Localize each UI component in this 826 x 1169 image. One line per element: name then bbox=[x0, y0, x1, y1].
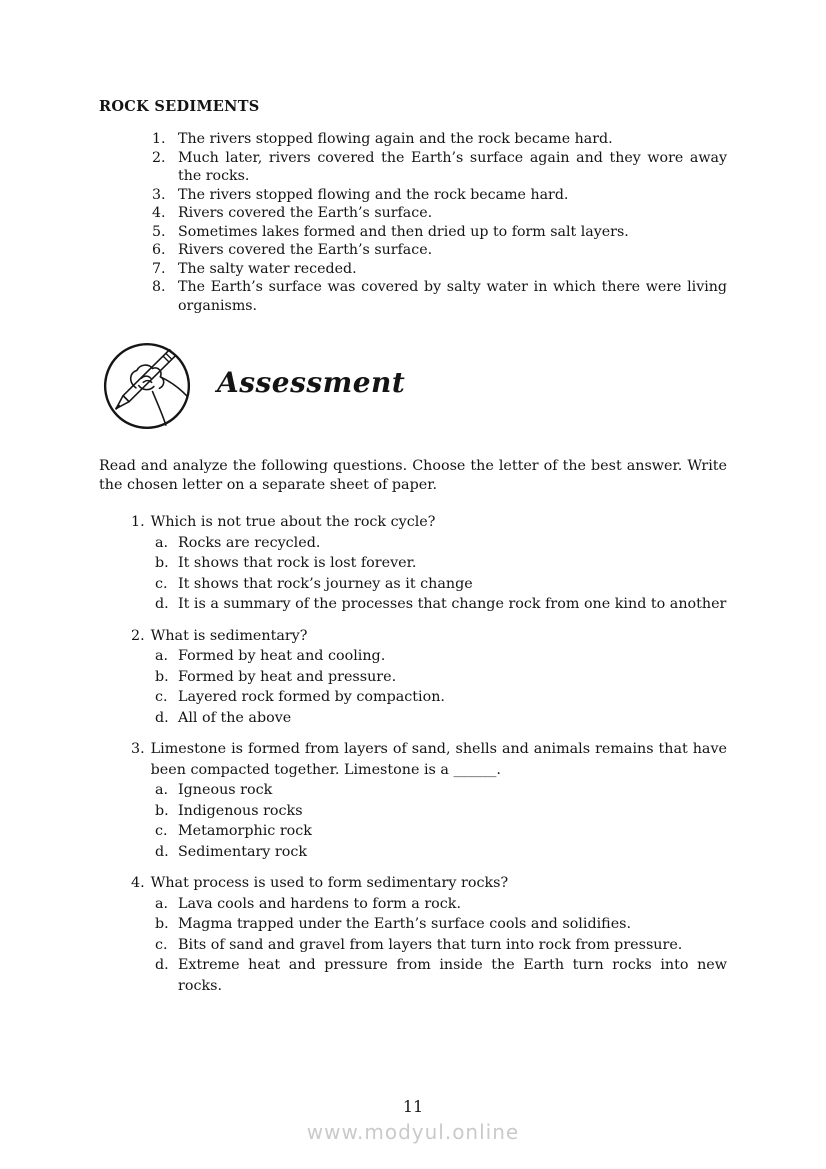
question-stem-row bbox=[99, 873, 727, 894]
question-number: 3. bbox=[131, 741, 145, 758]
option-letter: b. bbox=[155, 555, 169, 572]
option-item bbox=[99, 574, 727, 595]
option-letter: c. bbox=[155, 823, 168, 840]
option-item bbox=[99, 955, 727, 996]
question-number: 4. bbox=[131, 875, 145, 892]
question-stem: What is sedimentary? bbox=[150, 627, 308, 644]
option-letter: b. bbox=[155, 916, 169, 933]
rock-sediments-heading: ROCK SEDIMENTS bbox=[99, 98, 260, 115]
option-text: Formed by heat and cooling. bbox=[178, 648, 386, 665]
option-letter: d. bbox=[155, 843, 169, 860]
option-letter: a. bbox=[155, 782, 169, 799]
option-text: Sedimentary rock bbox=[178, 843, 308, 860]
option-text: Igneous rock bbox=[178, 782, 273, 799]
question-item bbox=[99, 873, 727, 996]
option-text: Magma trapped under the Earth’s surface cools and solidifies. bbox=[178, 916, 632, 933]
list-item bbox=[99, 241, 727, 260]
question-stem-row bbox=[99, 512, 727, 533]
question-stem-row bbox=[99, 739, 727, 780]
option-item bbox=[99, 821, 727, 842]
questions-section bbox=[99, 512, 727, 996]
list-item bbox=[99, 186, 727, 205]
list-item-number: 1. bbox=[152, 131, 166, 147]
question-stem: What process is used to form sedimentary rocks? bbox=[150, 875, 509, 892]
option-text: Formed by heat and pressure. bbox=[178, 668, 397, 685]
list-item bbox=[99, 149, 727, 186]
list-item-text: Much later, rivers covered the Earth’s surface again and they wore away the rocks. bbox=[178, 149, 727, 184]
option-text: Metamorphic rock bbox=[178, 823, 312, 840]
option-letter: d. bbox=[155, 596, 169, 613]
list-item-text: Sometimes lakes formed and then dried up to form salt layers. bbox=[178, 223, 629, 240]
option-letter: d. bbox=[155, 957, 169, 974]
list-item-number: 5. bbox=[152, 223, 166, 240]
option-text: All of the above bbox=[178, 709, 292, 726]
writing-hand-icon bbox=[99, 340, 195, 432]
question-stem: Limestone is formed from layers of sand, shells and animals remains that have been compacted together. Limestone is a ______. bbox=[150, 741, 727, 778]
list-item-number: 8. bbox=[152, 279, 166, 295]
option-item bbox=[99, 646, 727, 667]
list-item-number: 2. bbox=[152, 149, 166, 166]
question-number: 2. bbox=[131, 627, 145, 644]
list-item bbox=[99, 223, 727, 242]
list-item-text: The salty water receded. bbox=[178, 260, 357, 277]
sediments-list bbox=[99, 130, 727, 315]
option-letter: d. bbox=[155, 709, 169, 726]
option-item bbox=[99, 687, 727, 708]
option-item bbox=[99, 533, 727, 554]
option-letter: c. bbox=[155, 936, 168, 953]
option-text: Bits of sand and gravel from layers that turn into rock from pressure. bbox=[178, 936, 683, 953]
option-text: Layered rock formed by compaction. bbox=[178, 689, 445, 706]
option-text: It shows that rock’s journey as it change bbox=[178, 575, 473, 592]
page-number: 11 bbox=[402, 1097, 424, 1116]
option-letter: c. bbox=[155, 575, 168, 592]
question-number: 1. bbox=[131, 514, 145, 531]
list-item-text: Rivers covered the Earth’s surface. bbox=[178, 205, 433, 221]
option-item bbox=[99, 935, 727, 956]
option-text: Rocks are recycled. bbox=[178, 534, 321, 551]
option-text: Indigenous rocks bbox=[178, 802, 303, 819]
question-stem: Which is not true about the rock cycle? bbox=[150, 514, 436, 531]
question-item bbox=[99, 739, 727, 862]
option-item bbox=[99, 780, 727, 801]
list-item-text: Rivers covered the Earth’s surface. bbox=[178, 242, 433, 258]
option-text: It is a summary of the processes that change rock from one kind to another bbox=[178, 596, 727, 613]
option-item bbox=[99, 914, 727, 935]
option-text: It shows that rock is lost forever. bbox=[178, 555, 417, 572]
option-letter: a. bbox=[155, 534, 169, 551]
option-text: Extreme heat and pressure from inside the Earth turn rocks into new rocks. bbox=[178, 957, 727, 994]
list-item-number: 7. bbox=[152, 260, 166, 277]
option-letter: b. bbox=[155, 668, 169, 685]
option-item bbox=[99, 708, 727, 729]
option-letter: c. bbox=[155, 689, 168, 706]
list-item-number: 4. bbox=[152, 205, 166, 221]
watermark: www.modyul.online bbox=[306, 1120, 520, 1144]
list-item bbox=[99, 204, 727, 223]
question-item bbox=[99, 626, 727, 729]
list-item bbox=[99, 260, 727, 279]
question-stem-row bbox=[99, 626, 727, 647]
list-item-text: The Earth’s surface was covered by salty water in which there were living organisms. bbox=[178, 279, 727, 314]
list-item bbox=[99, 278, 727, 315]
page-content bbox=[99, 99, 727, 1007]
list-item-text: The rivers stopped flowing and the rock became hard. bbox=[178, 186, 569, 203]
assessment-heading: Assessment bbox=[217, 365, 406, 399]
option-letter: b. bbox=[155, 802, 169, 819]
list-item-text: The rivers stopped flowing again and the rock became hard. bbox=[178, 131, 613, 147]
option-item bbox=[99, 667, 727, 688]
option-item bbox=[99, 842, 727, 863]
option-item bbox=[99, 553, 727, 574]
option-text: Lava cools and hardens to form a rock. bbox=[178, 895, 461, 912]
option-letter: a. bbox=[155, 648, 169, 665]
option-item bbox=[99, 801, 727, 822]
list-item-number: 3. bbox=[152, 186, 166, 203]
list-item-number: 6. bbox=[152, 242, 166, 258]
instructions-text: Read and analyze the following questions. Choose the letter of the best answer. Write the chosen letter on a separate sheet of paper. bbox=[99, 458, 727, 493]
assessment-header bbox=[99, 340, 727, 432]
option-item bbox=[99, 894, 727, 915]
question-item bbox=[99, 512, 727, 615]
list-item bbox=[99, 130, 727, 149]
option-letter: a. bbox=[155, 895, 169, 912]
option-item bbox=[99, 594, 727, 615]
